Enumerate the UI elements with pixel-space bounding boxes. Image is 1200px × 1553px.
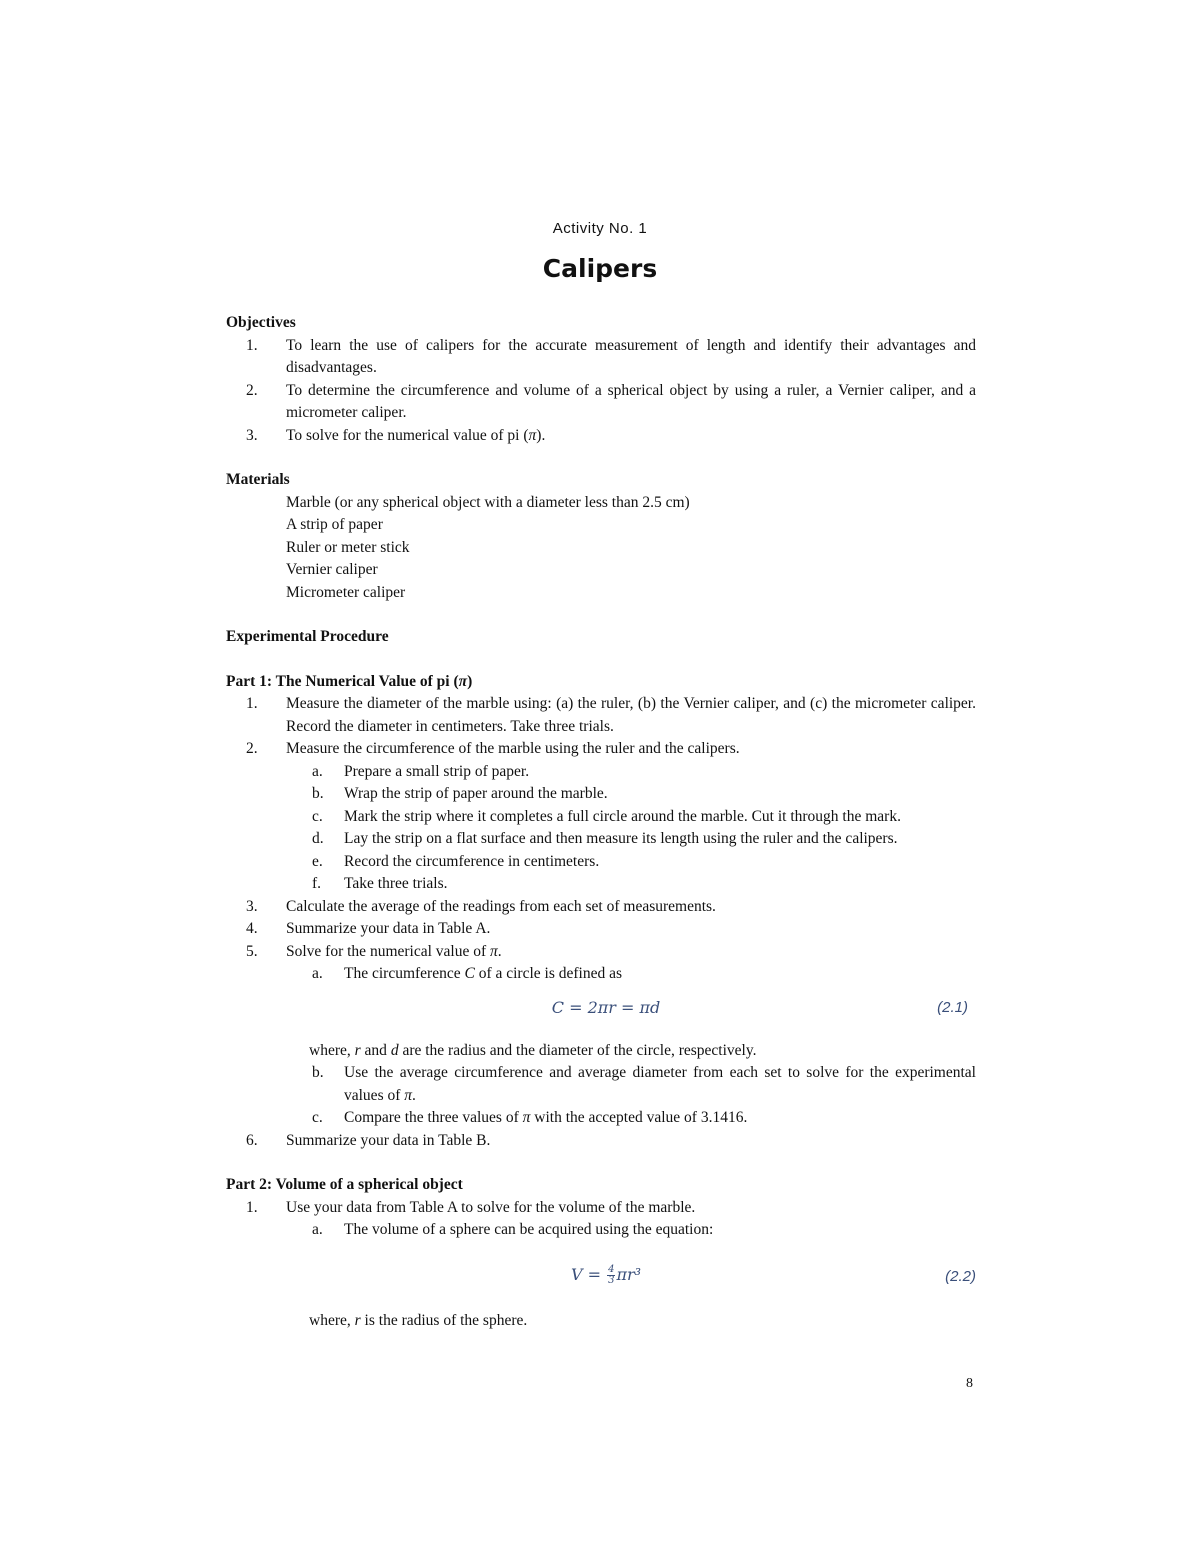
substep-text: Use the average circumference and average diameter from each set to solve for the experimental values of: [344, 1064, 976, 1104]
procedure-substep: [226, 873, 976, 896]
substep-text: Mark the strip where it completes a full circle around the marble. Cut it through the mark.: [344, 807, 901, 825]
list-number: 3.: [246, 897, 258, 915]
procedure-substep: [226, 761, 976, 784]
document-body: [226, 312, 976, 1332]
procedure-step: [226, 693, 976, 738]
objective-text: To determine the circumference and volume of a spherical object by using a ruler, a Vernier caliper, and a micrometer caliper.: [286, 381, 976, 421]
procedure-substep: [226, 828, 976, 851]
pi-symbol: π: [458, 672, 468, 690]
equation-circumference: C = 2πr = πd: [551, 997, 661, 1017]
list-letter: a.: [312, 965, 323, 982]
list-letter: a.: [312, 1221, 323, 1238]
procedure-substep: c. Compare the three values of π with the accepted value of 3.1416.: [226, 1107, 976, 1130]
equation-where-text: where, r is the radius of the sphere.: [309, 1311, 528, 1329]
list-letter: c.: [312, 1109, 323, 1126]
list-number: 2.: [246, 740, 258, 757]
procedure-substep: [226, 806, 976, 829]
substep-text: Wrap the strip of paper around the marble.: [344, 785, 608, 802]
substep-text: Lay the strip on a flat surface and then measure its length using the ruler and the calipers.: [344, 830, 898, 847]
list-letter: b.: [312, 1064, 324, 1081]
pi-symbol: π: [404, 1086, 413, 1104]
material-item: Micrometer caliper: [286, 583, 406, 601]
step-text: Solve for the numerical value of: [286, 942, 491, 960]
activity-label: Activity No. 1: [552, 220, 648, 237]
pi-symbol: π: [490, 942, 498, 960]
procedure-substep: [226, 1219, 976, 1242]
objective-item: [226, 425, 976, 448]
fraction: $\frac{4}{3}$: [608, 1263, 615, 1286]
procedure-step: 5. Solve for the numerical value of π.: [226, 941, 976, 964]
objective-text-end: ).: [536, 426, 546, 444]
procedure-step: [226, 896, 976, 919]
step-text: Summarize your data in Table B.: [286, 1131, 491, 1149]
list-number: 1.: [246, 336, 258, 354]
step-text: Summarize your data in Table A.: [286, 920, 491, 937]
equation-volume: V = $\frac{4}{3}$ πr³: [570, 1263, 642, 1286]
part2-heading: Part 2: Volume of a spherical object: [226, 1176, 463, 1193]
procedure-substep: [226, 783, 976, 806]
page-title: Calipers: [542, 254, 658, 283]
procedure-substep: [226, 851, 976, 874]
objective-text: To learn the use of calipers for the accurate measurement of length and identify their advantages and disadvantages.: [286, 336, 976, 376]
list-letter: f.: [312, 875, 322, 892]
substep-text: Take three trials.: [344, 875, 448, 892]
list-number: 5.: [246, 942, 258, 960]
page-number: 8: [966, 1376, 973, 1391]
list-number: 4.: [246, 920, 258, 937]
substep-text: The circumference: [344, 965, 465, 982]
equation-2-1-row: [226, 997, 976, 1019]
material-item: Marble (or any spherical object with a diameter less than 2.5 cm): [286, 493, 690, 511]
substep-text: Prepare a small strip of paper.: [344, 762, 530, 780]
material-item: Vernier caliper: [286, 561, 378, 578]
equation-2-2-row: [226, 1260, 976, 1290]
procedure-step: [226, 738, 976, 761]
objectives-heading: Objectives: [226, 314, 296, 331]
step-text: Calculate the average of the readings from each set of measurements.: [286, 897, 716, 915]
substep-text: Compare the three values of: [344, 1109, 523, 1126]
materials-heading: Materials: [226, 471, 290, 488]
objective-text: To solve for the numerical value of pi (: [286, 426, 529, 444]
objective-item: [226, 380, 976, 425]
step-text: Measure the diameter of the marble using: (a) the ruler, (b) the Vernier caliper, and (c) the micrometer caliper. Record the diameter in centimeters. Take three trials.: [286, 695, 976, 735]
procedure-step: [226, 1130, 976, 1153]
list-letter: e.: [312, 852, 323, 870]
equation-where-text: where, r and d are the radius and the diameter of the circle, respectively.: [309, 1041, 757, 1059]
procedure-step: [226, 1197, 976, 1220]
list-number: 3.: [246, 426, 258, 444]
material-item: Ruler or meter stick: [286, 538, 410, 556]
list-letter: d.: [312, 830, 324, 847]
step-text: Measure the circumference of the marble using the ruler and the calipers.: [286, 740, 740, 757]
list-number: 6.: [246, 1131, 258, 1149]
procedure-substep: a. The circumference C of a circle is defined as: [226, 963, 976, 986]
circumference-symbol: C: [464, 965, 475, 982]
step-text: Use your data from Table A to solve for the volume of the marble.: [286, 1198, 696, 1216]
objective-item: [226, 335, 976, 380]
procedure-heading: Experimental Procedure: [226, 628, 389, 645]
substep-text: The volume of a sphere can be acquired using the equation:: [344, 1221, 714, 1238]
part1-heading: Part 1: The Numerical Value of pi (π): [226, 672, 473, 690]
list-number: 1.: [246, 695, 258, 712]
pi-symbol: π: [522, 1109, 531, 1126]
procedure-step: [226, 918, 976, 941]
equation-number: (2.2): [945, 1267, 976, 1285]
equation-number: (2.1): [937, 998, 968, 1016]
list-letter: a.: [312, 762, 323, 780]
procedure-substep: b. Use the average circumference and average diameter from each set to solve for the experimental values of π.: [312, 1064, 976, 1104]
list-letter: b.: [312, 785, 324, 802]
list-letter: c.: [312, 807, 323, 825]
material-item: A strip of paper: [286, 516, 383, 533]
list-number: 2.: [246, 381, 258, 399]
pi-symbol: π: [528, 426, 537, 444]
list-number: 1.: [246, 1198, 258, 1216]
substep-text: Record the circumference in centimeters.: [344, 852, 600, 870]
